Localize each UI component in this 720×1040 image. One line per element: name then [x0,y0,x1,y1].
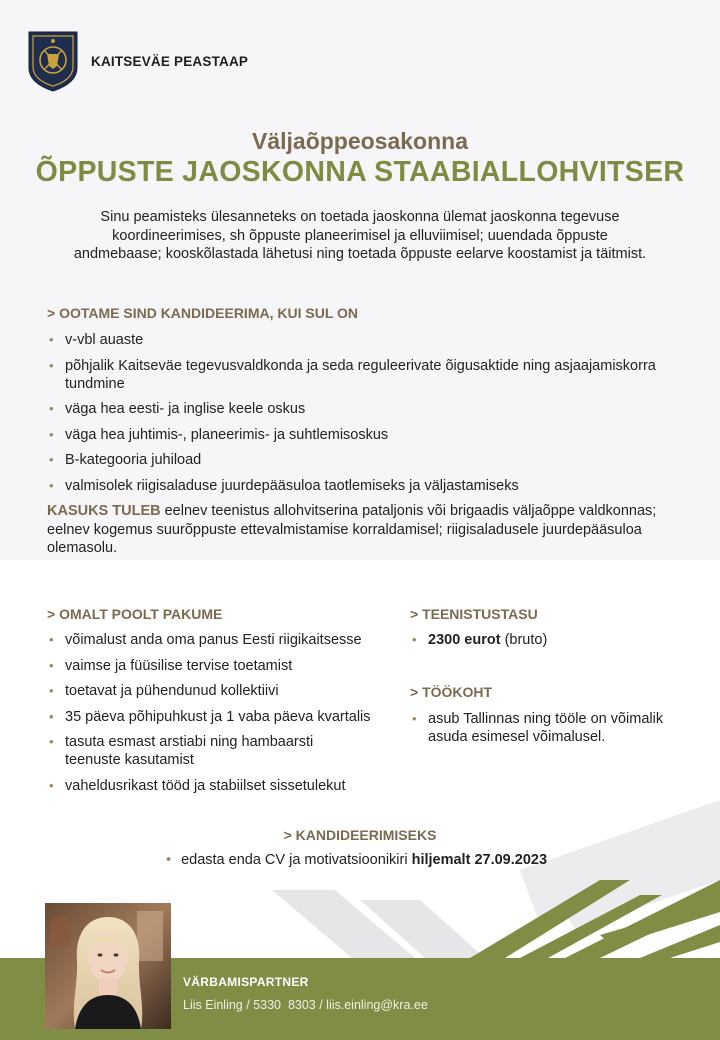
list-item: • 35 päeva põhipuhkust ja 1 vaba päeva kvartalis [47,708,377,726]
partner-contact [183,998,428,1012]
list-item: • toetavat ja pühendunud kollektiivi [47,682,377,700]
application-deadline: hiljemalt 27.09.2023 [411,852,548,868]
application-text: edasta enda CV ja motivatsioonikiri [181,852,412,868]
org-name: KAITSEVÄE PEASTAAP [91,54,249,69]
partner-label: VÄRBAMISPARTNER [183,975,309,989]
contact-separator: / [315,998,327,1012]
list-item: • tasuta esmast arstiabi ning hambaarsti teenuste kasutamist [47,733,377,769]
list-item: • põhjalik Kaitseväe tegevusvaldkonda ja seda reguleerivate õigusaktide ning asjaajamiskorra tundmine [47,357,687,393]
offer-list [47,631,377,802]
contact-email[interactable]: liis.einling@kra.ee [326,998,428,1012]
bonus-label: KASUKS TULEB [47,503,161,519]
list-item: • võimalust anda oma panus Eesti riigikaitsesse [47,631,377,649]
list-item: • vaheldusrikast tööd ja stabiilset sissetulekut [47,777,377,795]
bullet-icon: • [166,852,172,868]
requirements-list [47,331,687,502]
list-item: • väga hea eesti- ja inglise keele oskus [47,400,687,418]
list-item: • vaimse ja füüsilise tervise toetamist [47,657,377,675]
logo [27,30,79,92]
contact-name: Liis Einling [183,998,243,1012]
list-item: • valmisolek riigisaladuse juurdepääsuloa taotlemiseks ja väljastamiseks [47,477,687,495]
person-portrait-icon [45,903,171,1029]
bonus-paragraph [47,502,677,558]
job-title: ÕPPUSTE JAOSKONNA STAABIALLOHVITSER [35,156,685,188]
recruiter-photo [45,903,171,1029]
salary-item [410,631,690,649]
application-heading: > KANDIDEERIMISEKS [283,827,437,843]
workplace-item: • asub Tallinnas ning tööle on võimalik asuda esimesel võimalusel. [410,710,690,746]
requirements-heading: > OOTAME SIND KANDIDEERIMA, KUI SUL ON [47,305,359,321]
offer-heading: > OMALT POOLT PAKUME [47,606,223,622]
shield-emblem-icon [27,30,79,92]
workplace-heading: > TÖÖKOHT [410,684,493,700]
job-intro: Sinu peamisteks ülesanneteks on toetada jaoskonna ülemat jaoskonna tegevuse koordineerimises, sh õppuste planeerimisel ja elluviimisel; uuendada õppuste andmebaase; kooskõlastada lähetusi ning toetada õppuste eelarve koostamist ja täitmist. [73,209,647,262]
bonus-text: eelnev teenistus allohvitserina pataljonis või brigaadis väljaõppe valdkonnas; eelnev kogemus suurõppuste ettevalmistamise korraldamisel; riigisaladusele juurdepääsuloa olemasolu. [47,503,657,556]
salary-suffix: (bruto) [500,632,548,648]
list-item: • B-kategooria juhiload [47,451,687,469]
salary-amount: 2300 eurot [428,632,501,648]
salary-heading: > TEENISTUSTASU [410,606,538,622]
department-title: Väljaõppeosakonna [251,128,468,154]
list-item: • v-vbl auaste [47,331,687,349]
list-item: • väga hea juhtimis-, planeerimis- ja suhtlemisoskus [47,426,687,444]
workplace-list [410,710,690,754]
contact-separator: / [242,998,254,1012]
application-line [166,852,547,868]
salary-list [410,631,690,657]
contact-phone[interactable]: 5330 8303 [253,998,316,1012]
